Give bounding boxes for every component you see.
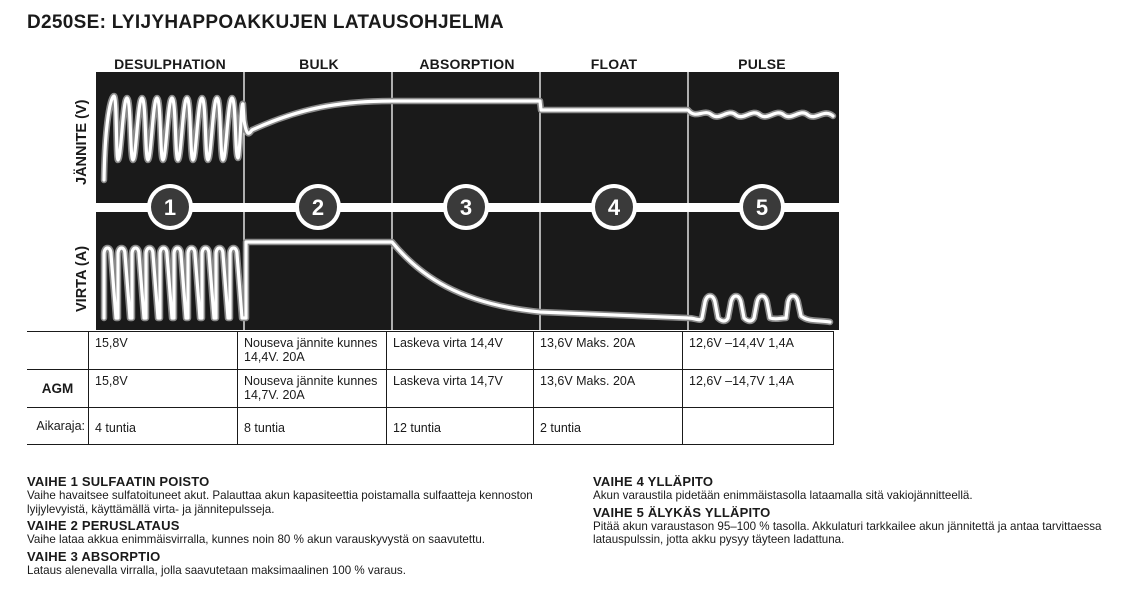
step-badge-5 — [739, 184, 785, 230]
table-cell — [683, 408, 834, 445]
step-badge-1 — [147, 184, 193, 230]
phase-label-pulse: PULSE — [738, 56, 786, 72]
desc-text-5: Pitää akun varaustason 95–100 % tasolla. Akkulaturi tarkkailee akun jännitettä ja antaa tarvittaessa latauspulssin, jotta akku pysyy täyteen ladattuna. — [593, 519, 1102, 546]
descriptions-right — [593, 475, 1133, 550]
table-cell: Nouseva jännite kunnes 14,4V. 20A — [238, 332, 387, 370]
desc-heading-2: VAIHE 2 PERUSLATAUS — [27, 518, 180, 533]
step-badge-2 — [295, 184, 341, 230]
voltage-axis-label: JÄNNITE (V) — [74, 99, 90, 185]
table-cell: 12 tuntia — [387, 408, 534, 445]
row-label-standard — [27, 332, 89, 370]
desc-heading-5: VAIHE 5 ÄLYKÄS YLLÄPITO — [593, 504, 771, 520]
step-number-1: 1 — [163, 195, 177, 220]
phase-label-desulphation: DESULPHATION — [114, 56, 226, 72]
desc-heading-3: VAIHE 3 ABSORPTIO — [27, 548, 161, 564]
step-number-4: 4 — [607, 195, 621, 220]
desc-text-4: Akun varaustila pidetään enimmäistasolla lataamalla sitä vakiojännitteellä. — [593, 489, 973, 502]
table-cell: 2 tuntia — [534, 408, 683, 445]
desc-heading-4: VAIHE 4 YLLÄPITO — [593, 474, 714, 489]
table-cell: Nouseva jännite kunnes 14,7V. 20A — [238, 370, 387, 408]
table-cell: 12,6V –14,7V 1,4A — [683, 370, 834, 408]
table-cell: 13,6V Maks. 20A — [534, 332, 683, 370]
table-row-time-limit — [27, 408, 834, 445]
row-label-agm: AGM — [27, 370, 89, 408]
step-badge-4 — [591, 184, 637, 230]
table-row-agm — [27, 370, 834, 408]
charging-spec-table — [27, 331, 834, 445]
table-cell: 8 tuntia — [238, 408, 387, 445]
table-cell: 4 tuntia — [89, 408, 238, 445]
desc-text-1: Vaihe havaitsee sulfatoituneet akut. Palauttaa akun kapasiteettia poistamalla sulfaatteja kennoston lyijylevyistä, käyttämällä virta- ja jännitepulsseja. — [27, 489, 533, 516]
table-cell: Laskeva virta 14,4V — [387, 332, 534, 370]
desc-text-3: Lataus alenevalla virralla, jolla saavutetaan maksimaalinen 100 % varaus. — [27, 563, 406, 577]
step-number-2: 2 — [311, 195, 325, 220]
desc-text-2: Vaihe lataa akkua enimmäisvirralla, kunnes noin 80 % akun varauskyvystä on saavutettu. — [27, 533, 485, 546]
step-number-3: 3 — [459, 195, 473, 220]
table-cell: 13,6V Maks. 20A — [534, 370, 683, 408]
desc-heading-1: VAIHE 1 SULFAATIN POISTO — [27, 474, 210, 489]
table-cell: 12,6V –14,4V 1,4A — [683, 332, 834, 370]
phase-label-absorption: ABSORPTION — [419, 56, 515, 72]
step-number-5: 5 — [755, 195, 769, 220]
page-title: D250SE: LYIJYHAPPOAKKUJEN LATAUSOHJELMA — [27, 12, 504, 33]
current-axis-label: VIRTA (A) — [74, 245, 90, 312]
phase-label-float: FLOAT — [590, 56, 638, 72]
table-row-standard — [27, 332, 834, 370]
step-badge-3 — [443, 184, 489, 230]
phase-label-bulk: BULK — [299, 56, 339, 72]
descriptions-left — [27, 475, 567, 580]
row-label-time-limit: Aikaraja: — [27, 408, 89, 445]
table-cell: 15,8V — [89, 332, 238, 370]
table-cell: Laskeva virta 14,7V — [387, 370, 534, 408]
table-cell: 15,8V — [89, 370, 238, 408]
